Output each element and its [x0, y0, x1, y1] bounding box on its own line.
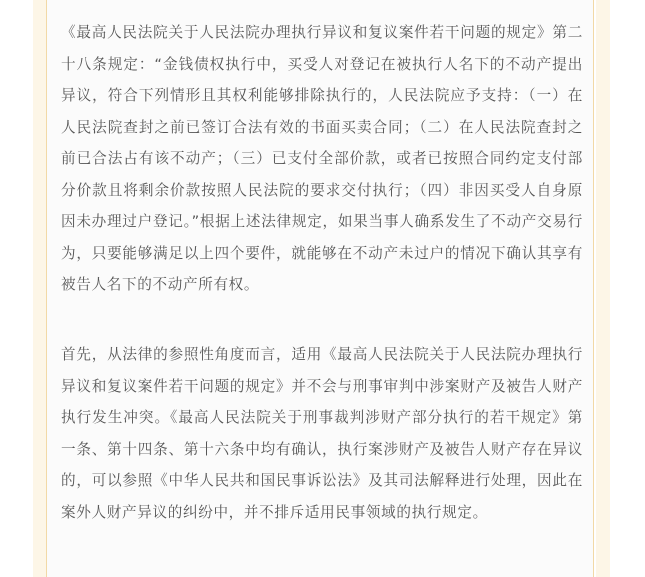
- left-decorative-band: [33, 0, 47, 577]
- paragraph-line: 若干规定》第一条、第十四条、第十六条中均有确认，执行案涉财产及被: [61, 409, 584, 458]
- paragraph-line: 首先，从法律的参照性角度而言，适用《最高人民法院关于人民法院办理: [61, 346, 553, 363]
- paragraph-line: 《最高人民法院关于人民法院办理执行异议和复议案件若干问题的规定》: [61, 24, 553, 41]
- paragraph-line: 告人财产存在异议的，可以参照《中华人民共和国民事诉讼法》及其司法: [61, 440, 584, 489]
- paragraph-line: 执行异议和复议案件若干问题的规定》并不会与刑事审判中涉案财产及被: [61, 346, 583, 395]
- paragraph-line: 已按照合同约定支付部分价款且将剩余价款按照人民法院的要求交付执: [61, 150, 583, 199]
- right-decorative-band: [596, 0, 610, 577]
- paragraph-line: 第二十八条规定：“金钱债权执行中，买受人对登记在被执行人名下的不: [61, 24, 583, 73]
- paragraph-line: 能够在不动产未过户的情况下确认其享有被告人名下的不动产所有权。: [61, 244, 583, 293]
- paragraph-line: 告人财产执行发生冲突。《最高人民法院关于刑事裁判涉财产部分执行的: [61, 377, 583, 426]
- article-paragraph-2: [61, 339, 583, 528]
- paragraph-line: 动产提出异议，符合下列情形且其权利能够排除执行的，人民法院应予支: [61, 55, 583, 104]
- paragraph-line: 的执行规定。: [396, 503, 488, 521]
- paragraph-line: 在人民法院查封之前已合法占有该不动产；（三）已支付全部价款，或者: [61, 118, 584, 167]
- paragraph-line: 如果当事人确系发生了不动产交易行为，只要能够满足以上四个要件，就: [61, 213, 583, 262]
- paragraph-line: 持：（一）在人民法院查封之前已签订合法有效的书面买卖合同；（二）: [61, 87, 584, 136]
- article-paragraph-1: [61, 17, 583, 301]
- paragraph-line: 解释进行处理，因此在案外人财产异议的纠纷中，并不排斥适用民事领域: [61, 472, 583, 521]
- paragraph-line: 行；（四）非因买受人自身原因未办理过户登记。”根据上述法律规定，: [61, 181, 583, 230]
